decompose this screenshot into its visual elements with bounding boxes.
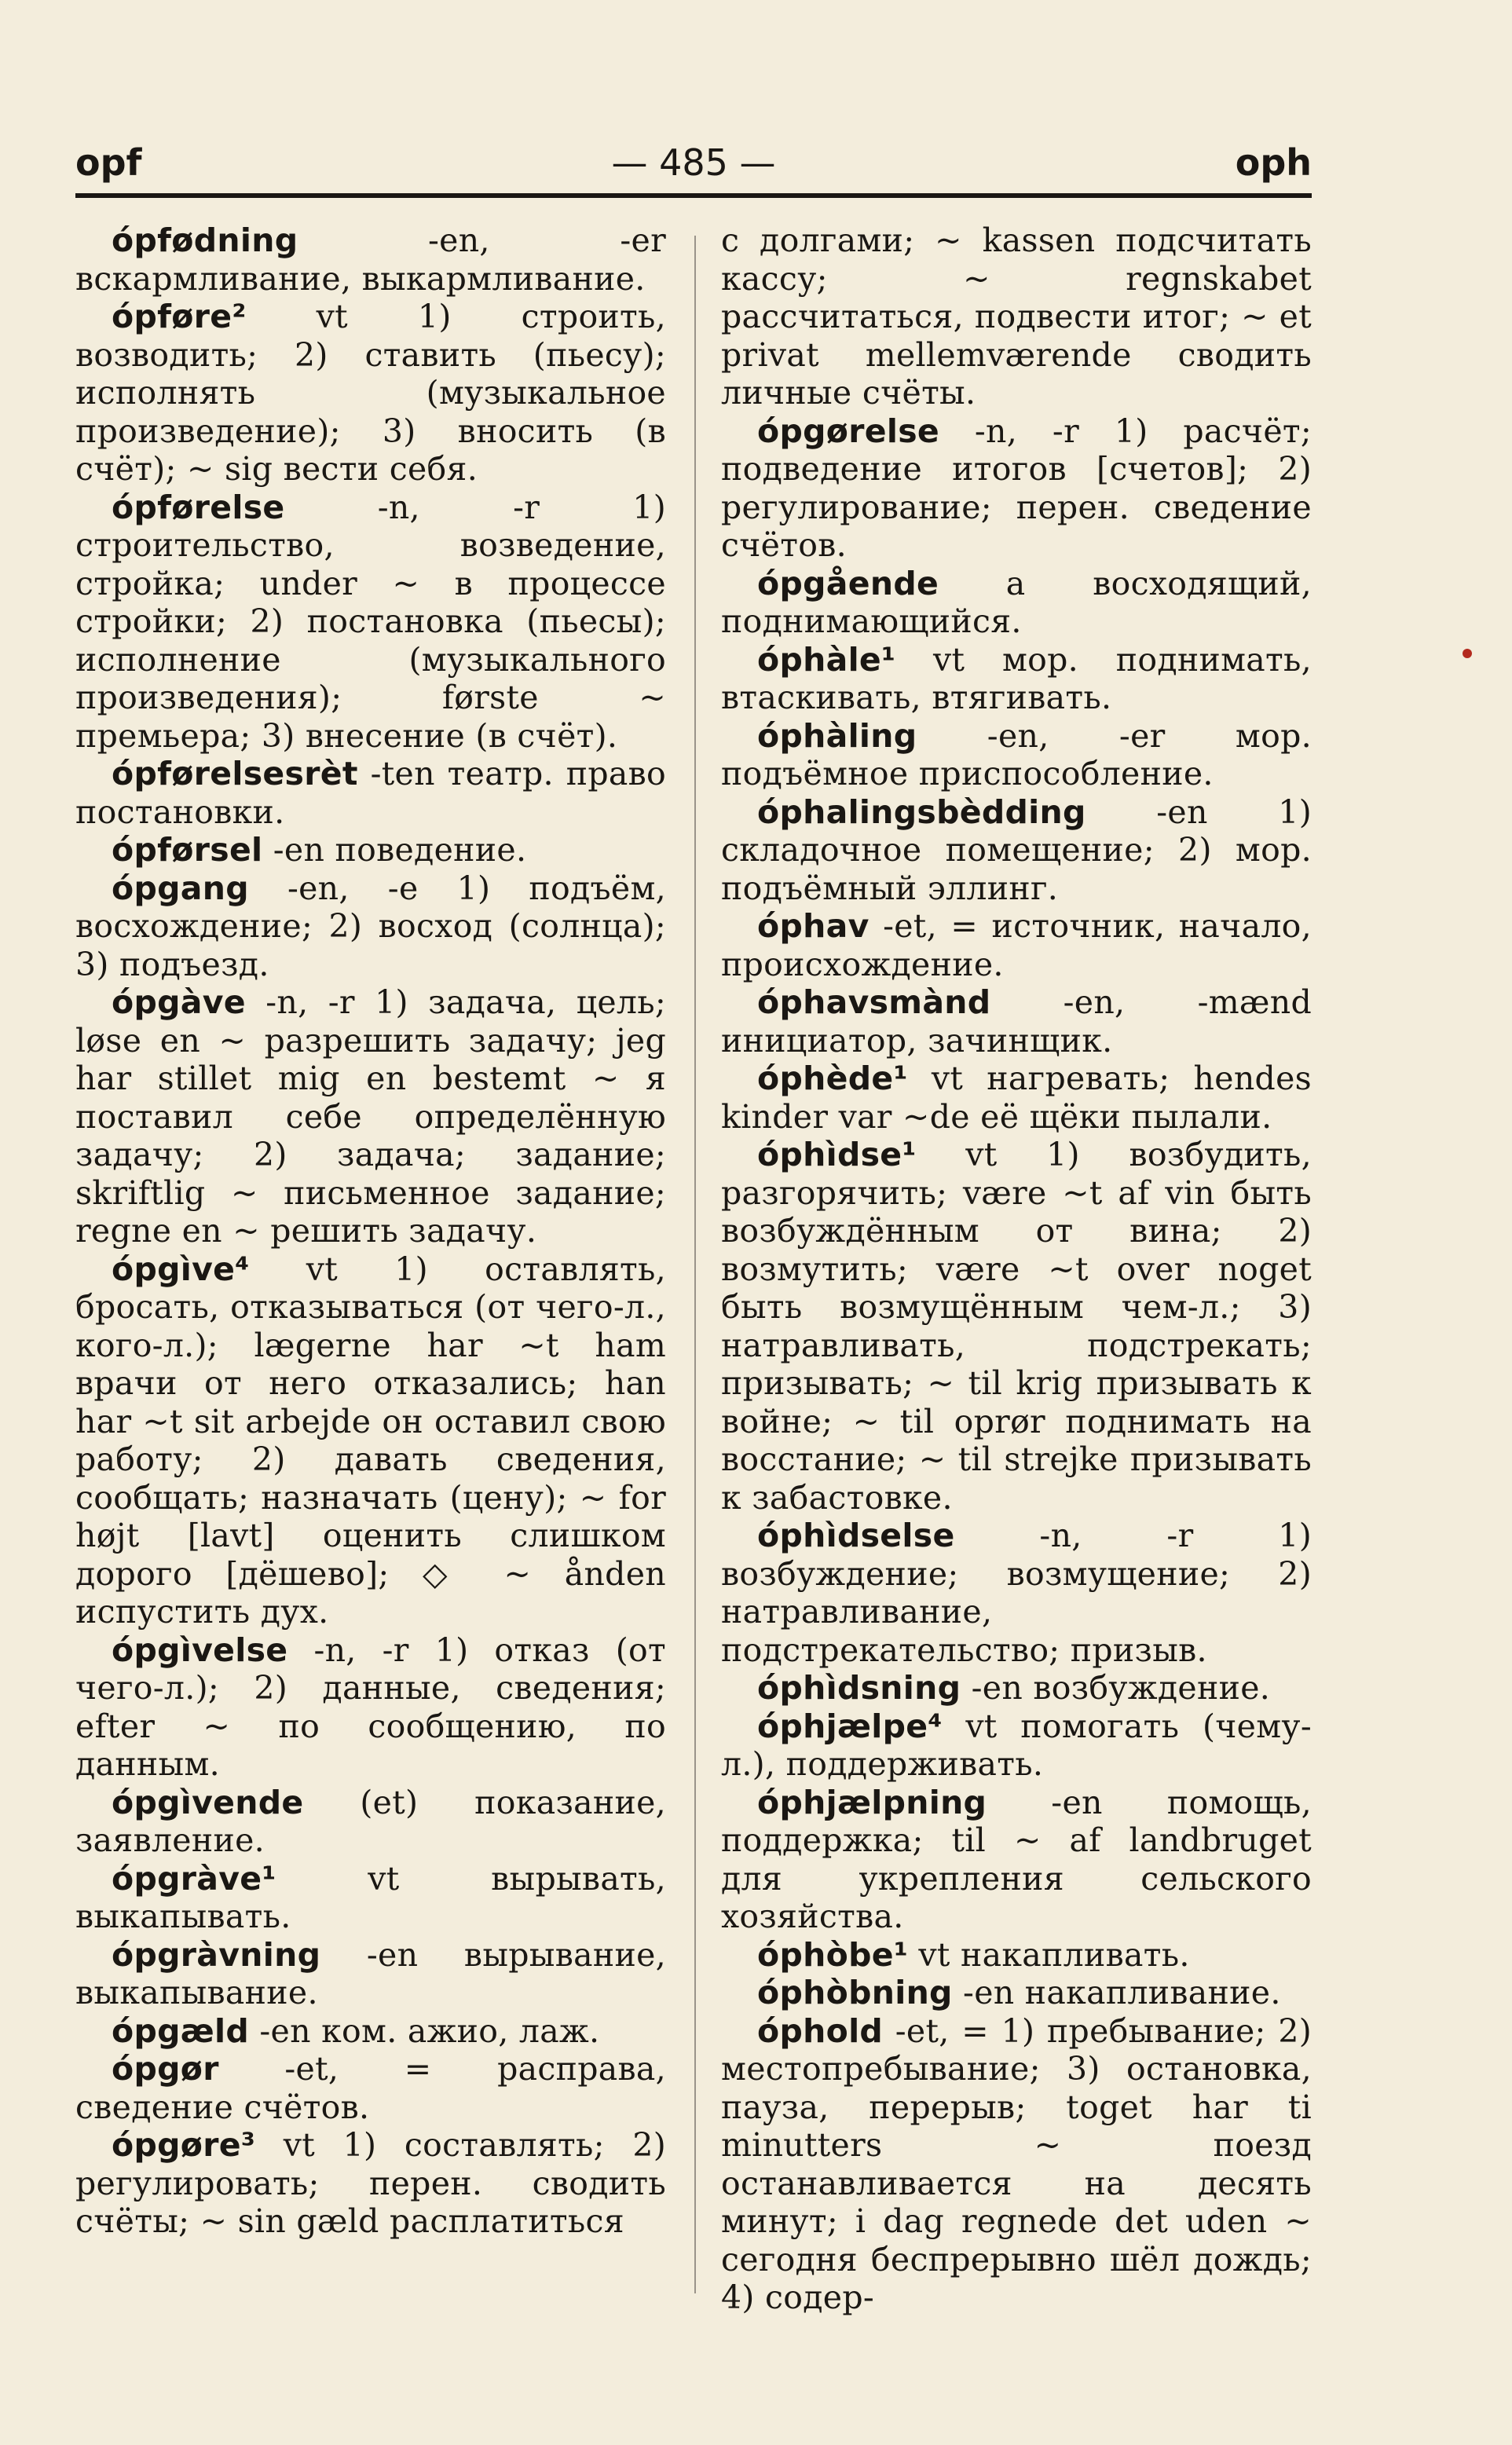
definition: -et, = источник, начало, происхождение. (721, 907, 1312, 983)
dictionary-entry (721, 793, 1312, 908)
definition: -en вырывание, выкапывание. (75, 1935, 666, 2011)
headword: ópgìve⁴ (112, 1250, 250, 1288)
definition: -en возбуждение. (961, 1669, 1271, 1707)
definition: vt 1) составлять; 2) регулировать; перен. сводить счёты; ~ sin gæld расплатиться (75, 2126, 666, 2240)
entry-continuation: с долгами; ~ kassen подсчитать кассу; ~ regnskabet рассчитаться, подвести итог; ~ et privat mellemværende сводить личные счёты. (721, 221, 1312, 412)
dictionary-entry (721, 1936, 1312, 1975)
dictionary-entry (721, 907, 1312, 983)
page-number: — 485 — (611, 141, 776, 184)
dictionary-entry (721, 565, 1312, 641)
dictionary-entry (75, 2050, 666, 2126)
headword: óphav (757, 907, 869, 945)
dictionary-entry (721, 1974, 1312, 2012)
dictionary-entry (721, 1669, 1312, 1707)
definition: -en, -e 1) подъём, восхождение; 2) восход (солнца); 3) подъезд. (75, 869, 666, 983)
headword: ópgang (112, 869, 249, 907)
page-header (75, 141, 1312, 196)
headword: óphjælpe⁴ (757, 1707, 943, 1745)
definition: -et, = 1) пребывание; 2) местопребывание; 3) остановка, пауза, перерыв; toget har ti minutters ~ поезд останавливается на десять минут; i dag regnede det uden ~ сегодня беспрерывно шёл дождь; 4) содер- (721, 2011, 1312, 2316)
definition: a восходящий, поднимающийся. (721, 564, 1312, 640)
dictionary-entry (721, 717, 1312, 793)
headword: óphalingsbèdding (757, 792, 1086, 831)
definition: vt накапливать. (908, 1935, 1190, 1974)
header-rule (75, 193, 1312, 198)
definition: -en 1) складочное помещение; 2) мор. подъёмный эллинг. (721, 792, 1312, 907)
headword: ópgæld (112, 2011, 250, 2050)
headword: ópgøre³ (112, 2126, 256, 2164)
headword: óphàle¹ (757, 640, 896, 679)
headword: óphavsmànd (757, 983, 991, 1021)
dictionary-entry (75, 869, 666, 984)
headword: ópgìvende (112, 1783, 304, 1821)
definition: -et, = расправа, сведение счётов. (75, 2050, 666, 2126)
dictionary-entry (75, 1250, 666, 1631)
dictionary-entry (75, 1784, 666, 1860)
headword: ópførsel (112, 831, 263, 869)
definition: -en помощь, поддержка; til ~ af landbruget для укрепления сельского хозяйства. (721, 1783, 1312, 1935)
definition: vt 1) оставлять, бросать, отказываться (от чего-л., кого-л.); lægerne har ~t ham врачи от него отказались; han har ~t sit arbejde он оставил свою работу; 2) давать сведения, сообщать; назначать (цену); ~ for højt [lavt] оценить слишком дорого [дёшево]; ◇ ~ ånden испустить дух. (75, 1250, 666, 1631)
definition: -n, -r 1) отказ (от чего-л.); 2) данные, сведения; efter ~ по сообщению, по данным. (75, 1631, 666, 1783)
dictionary-entry (75, 755, 666, 831)
dictionary-entry (721, 1784, 1312, 1936)
left-column (75, 221, 666, 2421)
ink-dot-mark (1463, 649, 1472, 658)
left-guide-word: opf (75, 141, 142, 184)
definition: vt нагревать; hendes kinder var ~de её щёки пылали. (721, 1060, 1312, 1136)
headword: óphìdsning (757, 1669, 961, 1707)
definition: -ten театр. право постановки. (75, 755, 666, 831)
headword: óphold (757, 2011, 884, 2050)
dictionary-entry (75, 2126, 666, 2241)
definition: vt вырывать, выкапывать. (75, 1859, 666, 1935)
dictionary-entry (75, 221, 666, 298)
dictionary-entry (75, 2012, 666, 2051)
dictionary-entry (75, 1936, 666, 2012)
definition: vt мор. поднимать, втаскивать, втягивать. (721, 640, 1312, 716)
definition: -n, -r 1) строительство, возведение, стройка; under ~ в процессе стройки; 2) постановка (пьесы); исполнение (музыкального произведения); første ~ премьера; 3) внесение (в счёт). (75, 488, 666, 755)
definition: -en накапливание. (952, 1974, 1281, 2011)
dictionary-entry (721, 641, 1312, 717)
dictionary-entry (75, 489, 666, 756)
dictionary-entry (721, 1136, 1312, 1517)
definition: -en ком. ажио, лаж. (249, 2011, 600, 2050)
headword: óphìdselse (757, 1517, 955, 1554)
dictionary-entry (721, 412, 1312, 565)
headword: ópgàve (112, 983, 246, 1021)
definition: vt 1) строить, возводить; 2) ставить (пьесу); исполнять (музыкальное произведение); 3) вносить (в счёт); ~ sig вести себя. (75, 298, 666, 488)
definition: -n, -r 1) задача, цель; løse en ~ разрешить задачу; jeg har stillet mig en bestemt ~ я поставил себе определённую задачу; 2) задача; задание; skriftlig ~ письменное задание; regne en ~ решить задачу. (75, 983, 666, 1250)
headword: ópgràvning (112, 1935, 321, 1974)
dictionary-entry (721, 983, 1312, 1060)
definition: -en, -mænd инициатор, зачинщик. (721, 983, 1312, 1060)
definition: -n, -r 1) возбуждение; возмущение; 2) натравливание, подстрекательство; призыв. (721, 1517, 1312, 1669)
dictionary-entry (75, 1631, 666, 1784)
definition: vt 1) возбудить, разгорячить; være ~t af vin быть возбуждённым от вина; 2) возмутить; være ~t over noget быть возмущённым чем-л.; 3) натравливать, подстрекать; призывать; ~ til krig призывать к войне; ~ til oprør поднимать на восстание; ~ til strejke призывать к забастовке. (721, 1136, 1312, 1517)
dictionary-entry (75, 831, 666, 869)
headword: ópgørelse (757, 412, 940, 450)
headword: óphòbning (757, 1974, 953, 2011)
column-separator (694, 236, 696, 2293)
dictionary-entry (75, 298, 666, 489)
headword: ópføre² (112, 298, 247, 335)
dictionary-entry (721, 1517, 1312, 1669)
definition: vt помогать (чему-л.), поддерживать. (721, 1707, 1312, 1783)
definition: -n, -r 1) расчёт; подведение итогов [счетов]; 2) регулирование; перен. сведение счётов. (721, 412, 1312, 564)
dictionary-entry (721, 1707, 1312, 1784)
headword: ópfødning (112, 221, 298, 259)
definition: (et) показание, заявление. (75, 1783, 666, 1859)
headword: ópgående (757, 564, 939, 602)
headword: ópførelsesrèt (112, 755, 358, 792)
headword: ópgør (112, 2050, 219, 2088)
dictionary-entry (75, 1860, 666, 1936)
dictionary-entry (721, 2012, 1312, 2317)
headword: ópgìvelse (112, 1631, 288, 1669)
definition: -en поведение. (262, 831, 527, 869)
headword: ópgràve¹ (112, 1859, 276, 1898)
definition: -en, -er вскармливание, выкармливание. (75, 221, 666, 298)
headword: ópførelse (112, 488, 285, 526)
right-guide-word: oph (1235, 141, 1312, 184)
dictionary-entry (75, 983, 666, 1250)
headword: óphòbe¹ (757, 1935, 909, 1974)
dictionary-entry (721, 1060, 1312, 1136)
headword: óphàling (757, 716, 917, 755)
right-column (721, 221, 1312, 2421)
headword: óphìdse¹ (757, 1136, 917, 1173)
headword: óphjælpning (757, 1783, 987, 1821)
definition: -en, -er мор. подъёмное приспособление. (721, 716, 1312, 792)
headword: óphède¹ (757, 1060, 908, 1097)
